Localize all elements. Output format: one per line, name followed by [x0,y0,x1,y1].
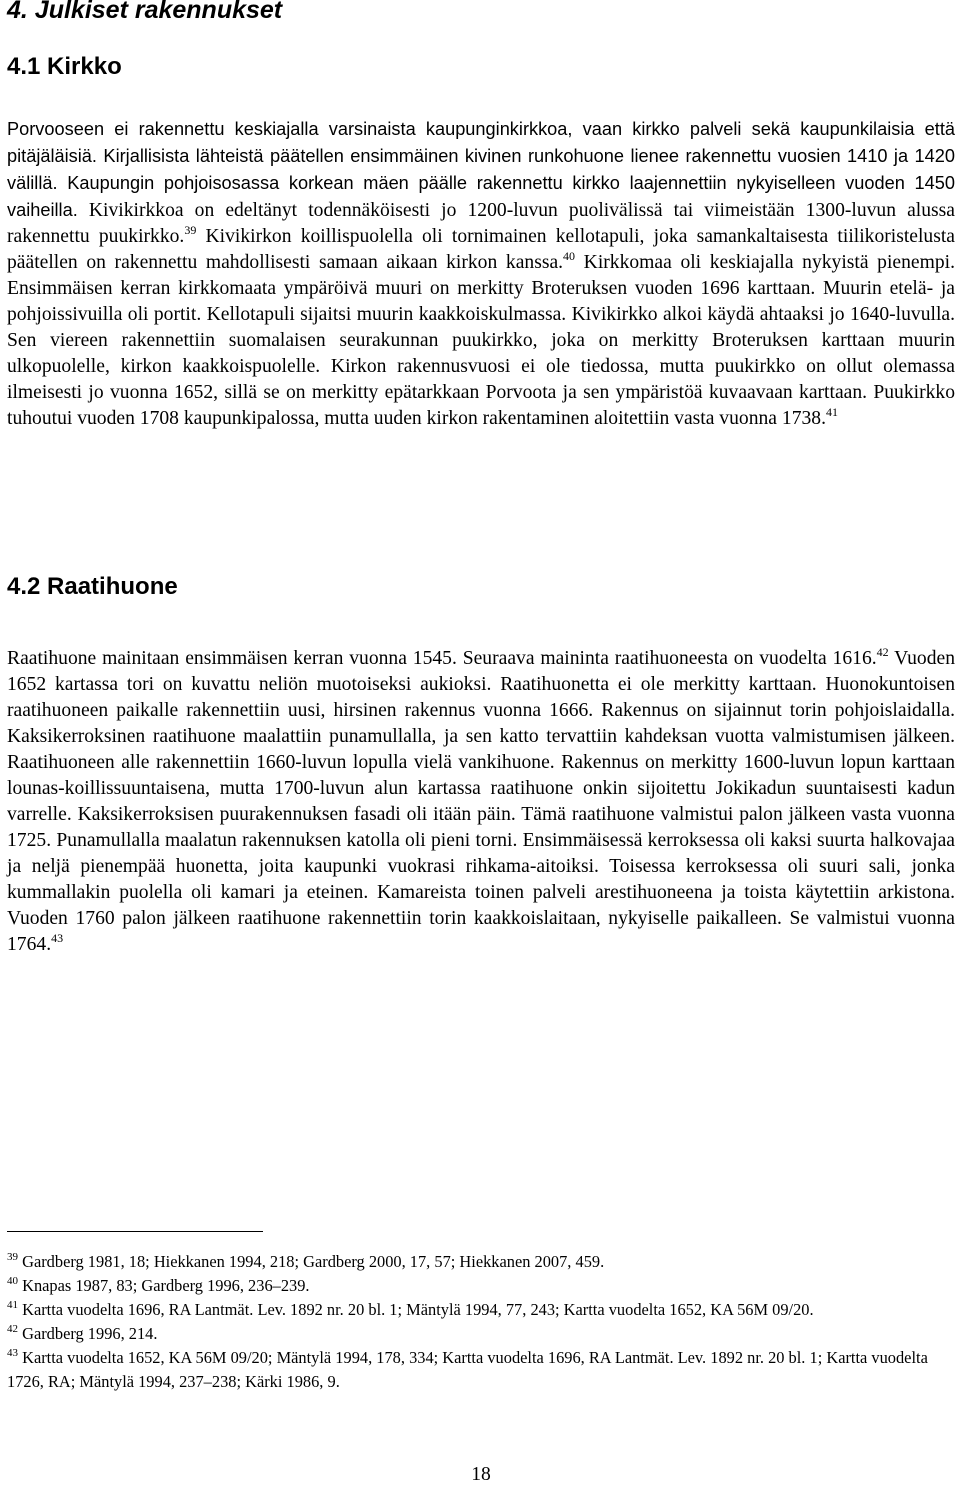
section-title-raatihuone: 4.2 Raatihuone [7,573,178,600]
raatihuone-paragraph [7,646,955,958]
footnote-ref-39[interactable]: 39 [184,223,197,237]
raatihuone-paragraph-text: Vuoden 1652 kartassa tori on kuvattu neliön muotoiseksi aukioksi. Raatihuonetta ei ole merkitty karttaan. Huonokuntoisen raatihuoneen paikalle rakennettiin uusi, hirsinen rakennus vuonna 1666. Rakennus on sijainnut torin pohjoislaidalla. Kaksikerroksinen raatihuone maalattiin punamullalla, ja sen katto tervattiin kahdeksan vuotta valmistumisen jälkeen. Raatihuoneen alle rakennettiin 1660-luvun lopulla vielä vankihuone. Rakennus on merkitty 1600-luvun lopun karttaan lounas-koillissuuntaisena, mutta 1700-luvun alun kartassa raatihuone onkin sijoitettu Jokikadun suuntaisesti kadun varrelle. Kaksikerroksisen puurakennuksen fasadi oli itään päin. Tämä raatihuone valmistui palon jälkeen vasta vuonna 1725. Punamullalla maalatun rakennuksen katolla oli pieni torni. Ensimmäisessä kerroksessa oli kaksi suurta halkovajaa ja neljä pienempää huonetta, joita kaupunki vuokrasi rihkama-aitoiksi. Toisessa kerroksessa oli suuri sali, jonka kummallakin puolella oli kamari ja eteinen. Kamareista toinen palveli arestihuoneena ja toista käytettiin arkistona. Vuoden 1760 palon jälkeen raatihuone rakennettiin torin kaakkoislaitaan, nykyiselle paikalleen. Se valmistui vuonna 1764. [7,648,955,955]
footnote-text: Kartta vuodelta 1696, RA Lantmät. Lev. 1892 nr. 20 bl. 1; Mäntylä 1994, 77, 243; Kartta vuodelta 1652, KA 56M 09/20. [22,1300,814,1319]
footnote-number: 40 [7,1275,18,1287]
footnote-ref-41[interactable]: 41 [825,405,838,419]
footnote-number: 43 [7,1347,18,1359]
footnote-item [7,1346,955,1394]
page-number: 18 [471,1464,491,1485]
footnote-number: 42 [7,1323,18,1335]
footnotes-list [7,1250,955,1394]
footnote-item [7,1250,955,1274]
chapter-title: 4. Julkiset rakennukset [7,0,283,24]
section-title-kirkko: 4.1 Kirkko [7,53,122,80]
footnote-number: 41 [7,1299,18,1311]
footnote-text: Knapas 1987, 83; Gardberg 1996, 236–239. [22,1276,310,1295]
kirkko-paragraph-text: Kivikirkkoa on edeltänyt todennäköisesti jo 1200-luvun puolivälissä tai viimeistään 1300-luvun alussa rakennettu puukirkko. [7,200,955,247]
footnote-item [7,1322,955,1346]
raatihuone-paragraph-text: Raatihuone mainitaan ensimmäisen kerran vuonna 1545. Seuraava maininta raatihuoneesta on vuodelta 1616. [7,648,877,669]
footnote-item [7,1274,955,1298]
footnote-ref-43[interactable]: 43 [51,931,64,945]
footnote-number: 39 [7,1251,18,1263]
kirkko-paragraph [7,116,955,432]
kirkko-paragraph-intro: Porvooseen ei rakennettu keskiajalla varsinaista kaupunginkirkkoa, vaan kirkko palveli sekä kaupunkilaisia että pitäjäläisiä. Kirjallisista lähteistä päätellen ensimmäinen kivinen runkohuone lienee rakennettu vuosien 1410 ja 1420 välillä. Kaupungin pohjoisosassa korkean mäen päälle rakennettu kirkko laajennettiin nykyiselleen vuoden 1450 vaiheilla. [7,119,955,220]
footnote-divider [7,1231,263,1232]
kirkko-paragraph-text: Kivikirkon koillispuolella oli tornimainen kellotapuli, joka samankaltaisesta tiilikoristelusta päätellen on rakennettu mahdollisesti samaan aikaan kirkon kanssa. [7,226,955,273]
footnote-ref-40[interactable]: 40 [563,249,576,263]
kirkko-paragraph-text: Kirkkomaa oli keskiajalla nykyistä pienempi. Ensimmäisen kerran kirkkomaata ympäröivä muuri on merkitty Broteruksen vuoden 1696 karttaan. Muurin etelä- ja pohjoissivuilla oli portit. Kellotapuli sijaitsi muurin kaakkoiskulmassa. Kivikirkko alkoi käydä ahtaaksi jo 1640-luvulla. Sen viereen rakennettiin suomalaisen seurakunnan puukirkko, joka on merkitty Broteruksen karttaan muurin ulkopuolelle, kirkon kaakkoispuolelle. Kirkon rakennusvuosi ei ole tiedossa, mutta puukirkko on ollut olemassa ilmeisesti jo vuonna 1652, sillä se on merkitty epätarkkaan Porvoota ja sen ympäristöä kuvaavaan karttaan. Puukirkko tuhoutui vuoden 1708 kaupunkipalossa, mutta uuden kirkon rakentaminen aloitettiin vasta vuonna 1738. [7,252,955,429]
footnote-text: Kartta vuodelta 1652, KA 56M 09/20; Mäntylä 1994, 178, 334; Kartta vuodelta 1696, RA Lantmät. Lev. 1892 nr. 20 bl. 1; Kartta vuodelta 1726, RA; Mäntylä 1994, 237–238; Kärki 1986, 9. [7,1348,928,1391]
footnote-text: Gardberg 1981, 18; Hiekkanen 1994, 218; Gardberg 2000, 17, 57; Hiekkanen 2007, 459. [22,1252,605,1271]
footnote-text: Gardberg 1996, 214. [22,1324,158,1343]
footnote-ref-42[interactable]: 42 [876,645,889,659]
footnote-item [7,1298,955,1322]
